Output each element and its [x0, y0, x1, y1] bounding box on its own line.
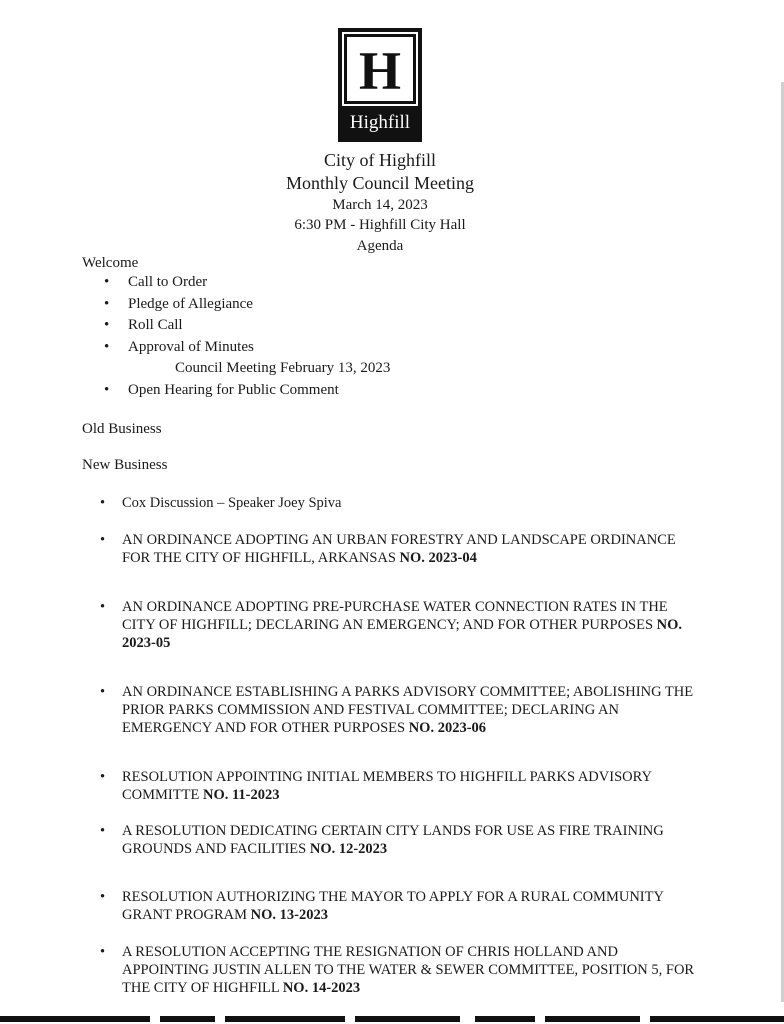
- bullet-icon: •: [100, 944, 106, 960]
- list-item: • Roll Call: [104, 315, 390, 337]
- bullet-icon: •: [100, 823, 106, 839]
- highfill-logo: [338, 28, 422, 142]
- item-number: NO. 2023-05: [122, 617, 683, 651]
- logo-letter: H: [358, 41, 401, 101]
- agenda-title: Agenda: [356, 238, 404, 254]
- list-item: • Approval of Minutes: [104, 337, 390, 359]
- logo-inner-frame: [347, 37, 413, 101]
- new-business-heading: New Business: [82, 457, 168, 473]
- item-number: NO. 2023-04: [399, 550, 477, 566]
- bullet-icon: •: [100, 684, 106, 700]
- logo-wordmark: Highfill: [349, 112, 411, 133]
- old-business-heading: Old Business: [82, 421, 162, 437]
- item-number: NO. 14-2023: [282, 980, 361, 996]
- city-name: City of Highfill: [324, 150, 436, 170]
- list-item: • Open Hearing for Public Comment: [104, 380, 390, 402]
- item-text: AN ORDINANCE ADOPTING PRE-PURCHASE WATER CONNECTION RATES IN THE CITY OF HIGHFILL; DECLARING AN EMERGENCY; AND FOR OTHER PURPOSES NO. 2023-05: [122, 599, 683, 651]
- item-text: AN ORDINANCE ADOPTING AN URBAN FORESTRY AND LANDSCAPE ORDINANCE FOR THE CITY OF HIGHFILL, ARKANSAS NO. 2023-04: [122, 532, 676, 566]
- item-number: NO. 2023-06: [408, 720, 487, 736]
- item-text: A RESOLUTION DEDICATING CERTAIN CITY LANDS FOR USE AS FIRE TRAINING GROUNDS AND FACILITIES NO. 12-2023: [122, 823, 664, 857]
- list-item: • Call to Order: [104, 272, 390, 294]
- scan-bottom-border: [0, 1012, 784, 1024]
- welcome-heading: Welcome: [82, 255, 139, 271]
- item-text: RESOLUTION AUTHORIZING THE MAYOR TO APPLY FOR A RURAL COMMUNITY GRANT PROGRAM NO. 13-2023: [122, 889, 664, 923]
- bullet-icon: •: [100, 599, 106, 615]
- item-text: A RESOLUTION ACCEPTING THE RESIGNATION OF CHRIS HOLLAND AND APPOINTING JUSTIN ALLEN TO THE WATER & SEWER COMMITTEE, POSITION 5, FOR THE CITY OF HIGHFILL NO. 14-2023: [122, 944, 695, 996]
- bullet-icon: •: [100, 532, 106, 548]
- item-number: NO. 11-2023: [202, 787, 280, 803]
- item-number: NO. 13-2023: [250, 907, 328, 923]
- meeting-date: March 14, 2023: [332, 197, 428, 213]
- item-text: RESOLUTION APPOINTING INITIAL MEMBERS TO HIGHFILL PARKS ADVISORY COMMITTE NO. 11-2023: [122, 769, 652, 803]
- item-text: Cox Discussion – Speaker Joey Spiva: [122, 495, 342, 511]
- minutes-sub-item: Council Meeting February 13, 2023: [175, 360, 391, 376]
- bullet-icon: •: [100, 495, 106, 511]
- item-number: NO. 12-2023: [309, 841, 388, 857]
- bullet-icon: •: [100, 769, 106, 785]
- meeting-time-place: 6:30 PM - Highfill City Hall: [294, 217, 466, 233]
- meeting-title: Monthly Council Meeting: [286, 173, 474, 193]
- welcome-list: [104, 272, 390, 401]
- item-text: AN ORDINANCE ESTABLISHING A PARKS ADVISORY COMMITTEE; ABOLISHING THE PRIOR PARKS COMMISSION AND FESTIVAL COMMITTEE; DECLARING AN EMERGENCY AND FOR OTHER PURPOSES NO. 2023-06: [122, 684, 694, 736]
- list-item: • Pledge of Allegiance: [104, 294, 390, 316]
- bullet-icon: •: [100, 889, 106, 905]
